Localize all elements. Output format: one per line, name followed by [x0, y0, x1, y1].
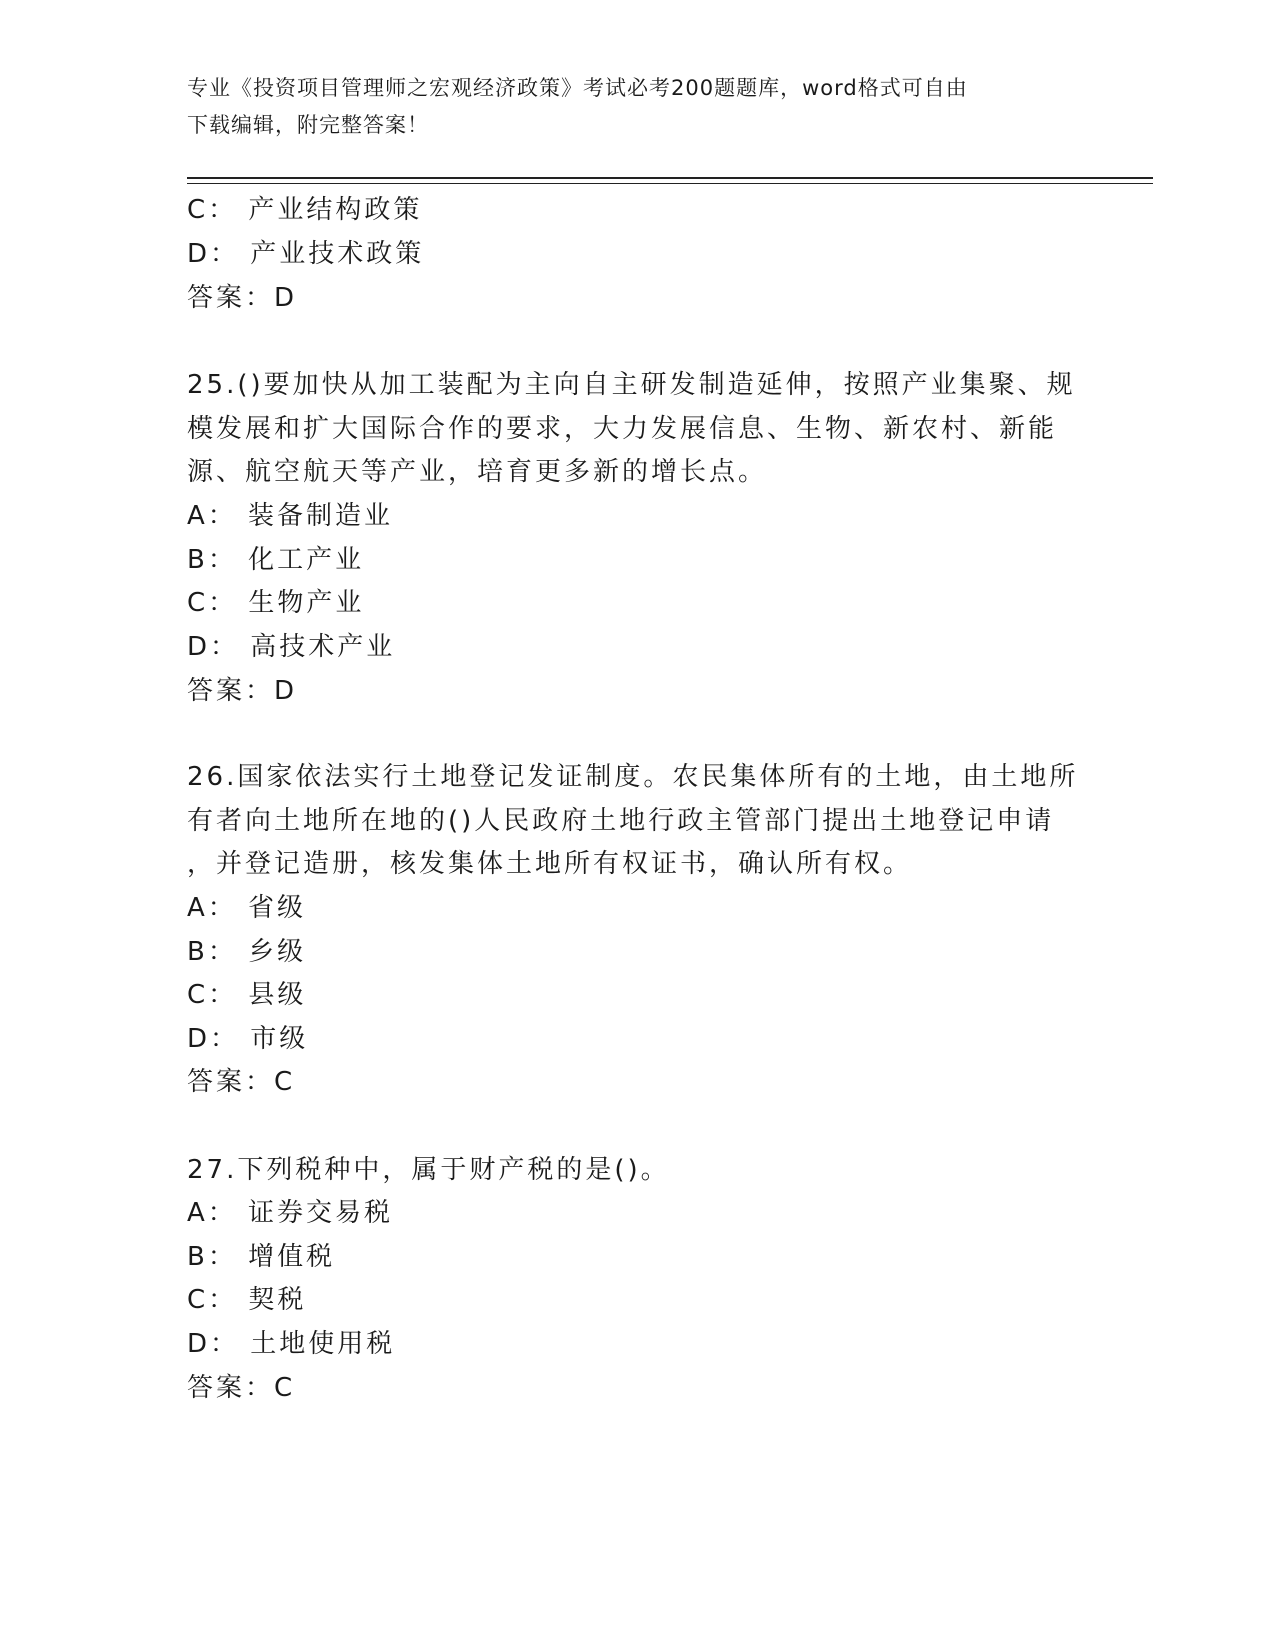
q24-answer: 答案：D	[187, 283, 298, 313]
q26-answer: 答案：C	[187, 1067, 296, 1097]
q27-stem-line-1: 27.下列税种中，属于财产税的是()。	[187, 1155, 670, 1185]
q27-answer: 答案：C	[187, 1373, 296, 1403]
header-line-2: 下载编辑，附完整答案！	[187, 113, 429, 137]
header-divider-thin	[187, 183, 1153, 184]
q25-option-b: B： 化工产业	[187, 545, 365, 575]
q25-option-c: C： 生物产业	[187, 588, 365, 618]
header-line-1: 专业《投资项目管理师之宏观经济政策》考试必考200题题库，word格式可自由	[187, 76, 968, 100]
q26-option-d: D： 市级	[187, 1024, 309, 1054]
q26-option-b: B： 乡级	[187, 937, 307, 967]
q25-option-d: D： 高技术产业	[187, 632, 396, 662]
q27-option-b: B： 增值税	[187, 1242, 336, 1272]
q26-stem-line-2: 有者向土地所在地的()人民政府土地行政主管部门提出土地登记申请	[187, 806, 1055, 836]
q26-option-a: A： 省级	[187, 893, 307, 923]
q25-stem-line-2: 模发展和扩大国际合作的要求，大力发展信息、生物、新农村、新能	[187, 414, 1058, 444]
document-header	[187, 70, 1087, 144]
q25-stem-line-3: 源、航空航天等产业，培育更多新的增长点。	[187, 457, 768, 487]
q25-answer: 答案：D	[187, 676, 298, 706]
header-divider-thick	[187, 177, 1153, 179]
q26-stem-line-3: ，并登记造册，核发集体土地所有权证书，确认所有权。	[187, 849, 913, 879]
q27-option-c: C： 契税	[187, 1285, 307, 1315]
q26-option-c: C： 县级	[187, 980, 307, 1010]
q25-stem-line-1: 25.()要加快从加工装配为主向自主研发制造延伸，按照产业集聚、规	[187, 370, 1076, 400]
q27-option-a: A： 证券交易税	[187, 1198, 394, 1228]
q25-option-a: A： 装备制造业	[187, 501, 394, 531]
q26-stem-line-1: 26.国家依法实行土地登记发证制度。农民集体所有的土地，由土地所	[187, 762, 1079, 792]
q24-option-d: D： 产业技术政策	[187, 239, 425, 269]
q27-option-d: D： 土地使用税	[187, 1329, 396, 1359]
q24-option-c: C： 产业结构政策	[187, 195, 423, 225]
